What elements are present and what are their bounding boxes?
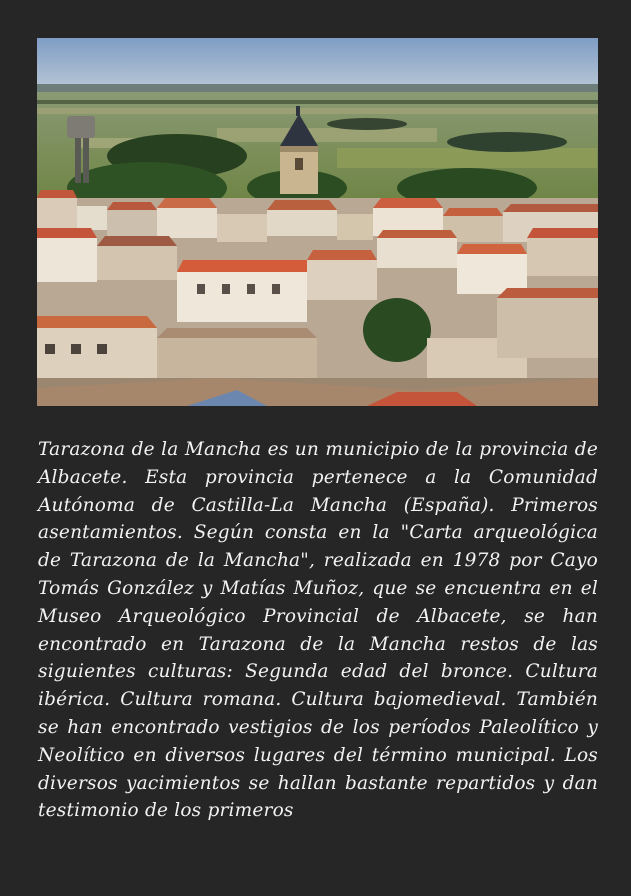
- article-body-text: Tarazona de la Mancha es un municipio de la provincia de Albacete. Esta provincia pertenece a la Comunidad Autónoma de Castilla-La Mancha (España). Primeros asentamientos. Según consta en la "Carta arqueológica de Tarazona de la Mancha", realizada en 1978 por Cayo Tomás González y Matías Muñoz, que se encuentra en el Museo Arqueológico Provincial de Albacete, se han encontrado en Tarazona de la Mancha restos de las siguientes culturas: Segunda edad del bronce. Cultura ibérica. Cultura romana. Cultura bajomedieval. También se han encontrado vestigios de los períodos Paleolítico y Neolítico en diversos lugares del término municipal. Los diversos yacimientos se hallan bastante repartidos y dan testimonio de los primeros: [38, 439, 598, 822]
- town-panorama-photo: [37, 38, 598, 406]
